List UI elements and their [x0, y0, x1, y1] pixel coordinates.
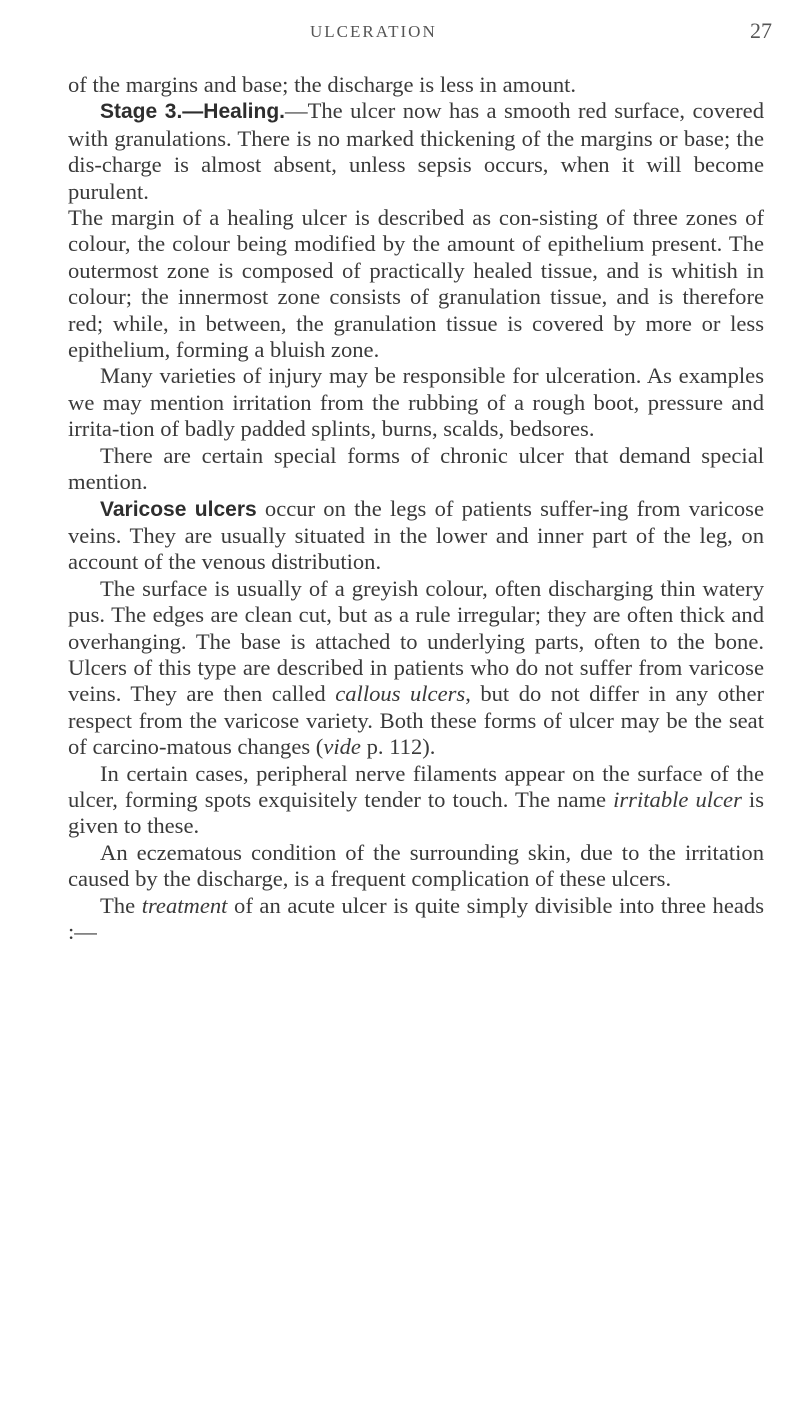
stage-3-text: —The ulcer now has a smooth red surface, covered with granulations. There is no marked thickening of the margins or base; the dis-charge is almost absent, unless sepsis occurs, when it will become purulent. [68, 98, 764, 204]
paragraph-stage-3-healing [68, 98, 764, 205]
surface-text-c: p. 112). [360, 734, 436, 760]
vide-term: vide [323, 734, 361, 760]
varicose-ulcers-heading: Varicose ulcers [100, 497, 257, 521]
paragraph-margin-zones: The margin of a healing ulcer is described as con-sisting of three zones of colour, the colour being modified by the amount of epithelium present. The outermost zone is composed of practically healed tissue, and is whitish in colour; the innermost zone consists of granulation tissue, and is therefore red; while, in between, the granulation tissue is covered by more or less epithelium, forming a bluish zone. [68, 205, 764, 363]
paragraph-special-forms: There are certain special forms of chronic ulcer that demand special mention. [68, 442, 764, 495]
paragraph-eczematous-condition: An eczematous condition of the surrounding skin, due to the irritation caused by the discharge, is a frequent complication of these ulcers. [68, 839, 764, 892]
body-text [68, 72, 764, 945]
treatment-term: treatment [141, 892, 228, 918]
varicose-ulcers-text: occur on the legs of patients suffer-ing from varicose veins. They are usually situated in the lower and inner part of the leg, on account of the venous distribution. [68, 495, 764, 575]
treatment-text-a: The [100, 892, 142, 918]
callous-ulcers-term: callous ulcers [335, 681, 466, 707]
paragraph-varieties-of-injury: Many varieties of injury may be responsible for ulceration. As examples we may mention irritation from the rubbing of a rough boot, pressure and irrita-tion of badly padded splints, burns, scalds, bedsores. [68, 363, 764, 442]
treatment-text-b: of an acute ulcer is quite simply divisible into three heads :— [68, 892, 764, 944]
irritable-ulcer-term: irritable ulcer [613, 786, 742, 812]
running-title: ULCERATION [310, 22, 437, 41]
paragraph-treatment [68, 893, 764, 946]
paragraph-continuation: of the margins and base; the discharge is less in amount. [68, 72, 577, 97]
irritable-text-b: is given to these. [68, 786, 764, 839]
page-number: 27 [750, 18, 772, 43]
surface-text-b: , but do not differ in any other respect from the varicose variety. Both these forms of ulcer may be the seat of carcino-matous changes ( [68, 681, 764, 760]
surface-text-a: The surface is usually of a greyish colour, often discharging thin watery pus. The edges are clean cut, but as a rule irregular; they are often thick and overhanging. The base is attached to underlying parts, often to the bone. Ulcers of this type are described in patients who do not suffer from varicose veins. They are then called [68, 575, 764, 707]
irritable-text-a: In certain cases, peripheral nerve filaments appear on the surface of the ulcer, forming spots exquisitely tender to touch. The name [68, 760, 764, 812]
paragraph-varicose-ulcers [68, 496, 764, 576]
paragraph-surface-description [68, 576, 764, 761]
paragraph-irritable-ulcer [68, 761, 764, 840]
running-head [0, 18, 800, 48]
stage-3-heading: Stage 3.—Healing. [100, 100, 285, 124]
